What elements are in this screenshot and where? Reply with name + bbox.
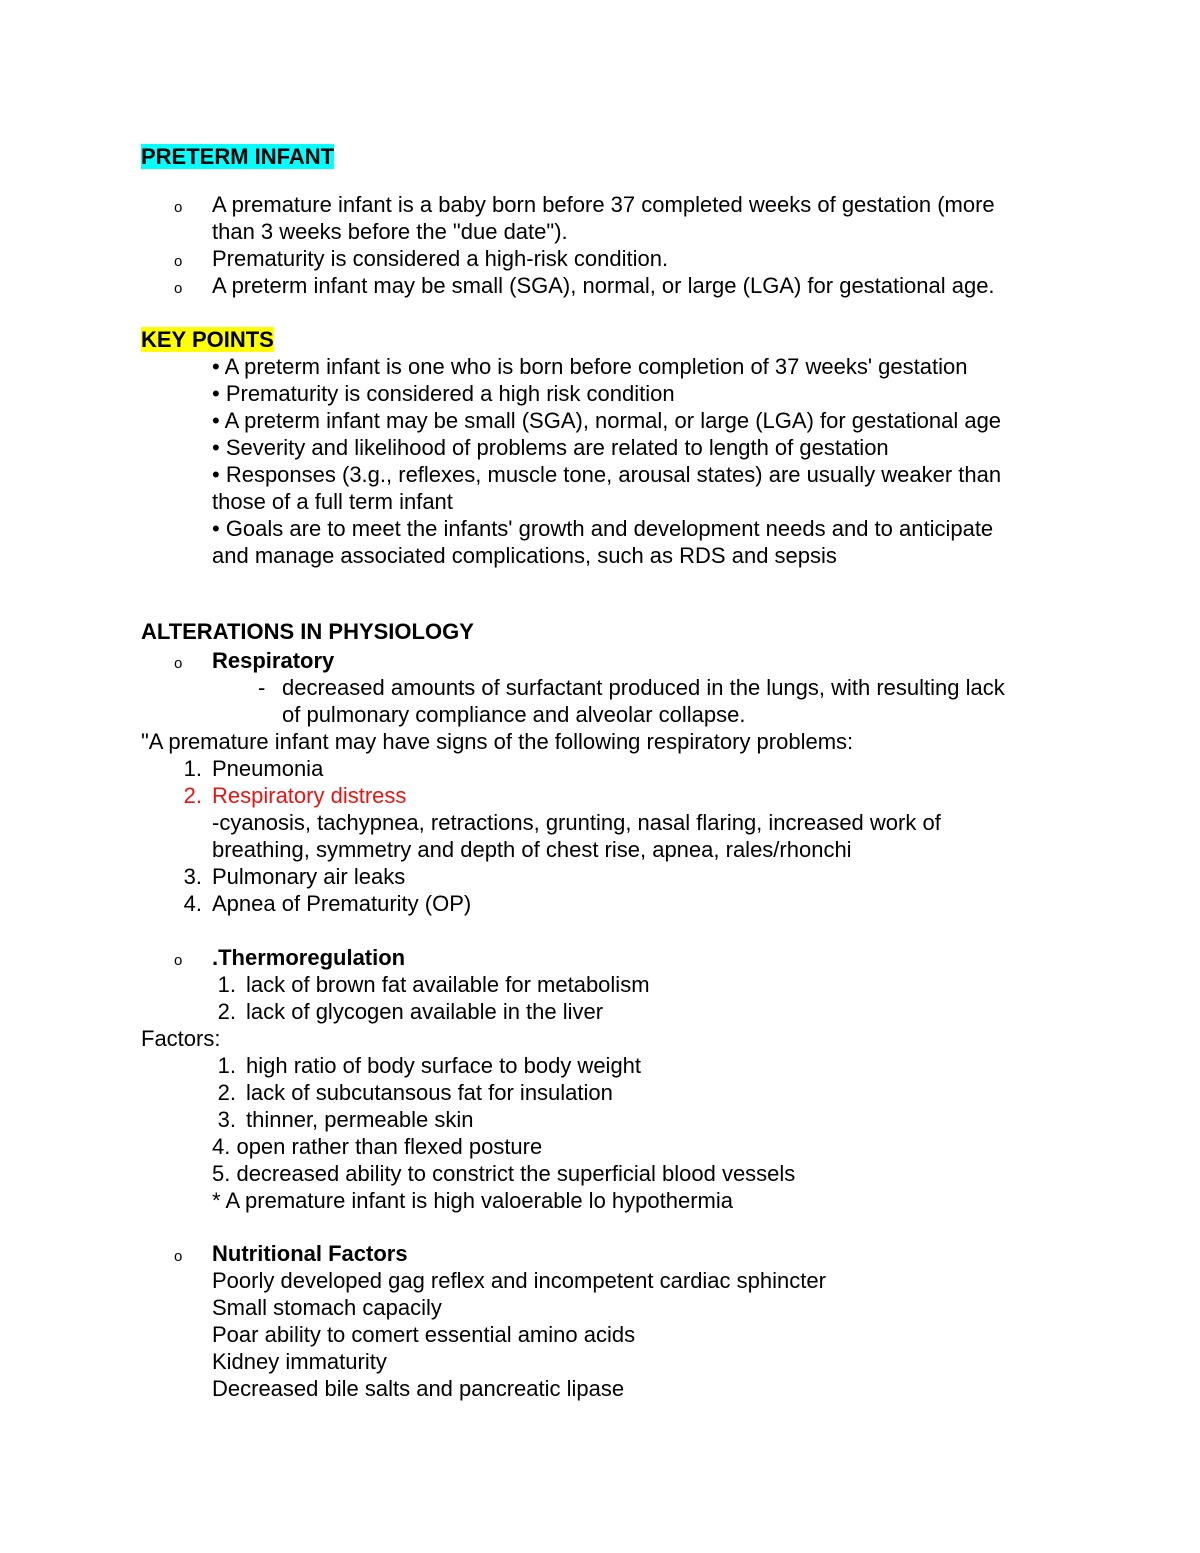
key-point-line: • Goals are to meet the infants' growth and development needs and to anticipate — [212, 516, 994, 541]
list-number: 4. — [183, 891, 202, 916]
preterm-heading-text: PRETERM INFANT — [141, 144, 335, 169]
bullet-icon: o — [174, 952, 183, 969]
list-number: 3. — [183, 864, 202, 889]
distress-detail: -cyanosis, tachypnea, retractions, grunting, nasal flaring, increased work of — [212, 810, 941, 835]
nutrition-line: Poar ability to comert essential amino acids — [212, 1322, 636, 1347]
dash-marker: - — [258, 675, 266, 700]
key-point-line: • Severity and likelihood of problems are related to length of gestation — [212, 435, 889, 460]
nutrition-line: Decreased bile salts and pancreatic lipase — [212, 1376, 625, 1401]
key-point-line: those of a full term infant — [212, 489, 453, 514]
preterm-item: A premature infant is a baby born before 37 completed weeks of gestation (more — [212, 192, 995, 217]
respiratory-title: Respiratory — [212, 648, 335, 673]
key-points-heading — [141, 326, 274, 353]
list-number: 1. — [217, 972, 236, 997]
key-point-line: • A preterm infant is one who is born before completion of 37 weeks' gestation — [212, 354, 968, 379]
preterm-item-cont: than 3 weeks before the "due date"). — [212, 219, 568, 244]
list-number: 1. — [217, 1053, 236, 1078]
thermo-note: * A premature infant is high valoerable lo hypothermia — [212, 1188, 733, 1213]
key-point-line: • Prematurity is considered a high risk condition — [212, 381, 675, 406]
respiratory-intro: "A premature infant may have signs of the following respiratory problems: — [141, 729, 854, 754]
factors-label: Factors: — [141, 1026, 221, 1051]
nutrition-line: Small stomach capacily — [212, 1295, 442, 1320]
preterm-item: Prematurity is considered a high-risk condition. — [212, 246, 669, 271]
factor-item-inline: 4. open rather than flexed posture — [212, 1134, 543, 1159]
nutrition-line: Poorly developed gag reflex and incompetent cardiac sphincter — [212, 1268, 826, 1293]
list-number: 2. — [217, 1080, 236, 1105]
distress-detail: breathing, symmetry and depth of chest rise, apnea, rales/rhonchi — [212, 837, 852, 862]
key-point-line: and manage associated complications, such as RDS and sepsis — [212, 543, 837, 568]
key-point-line: • Responses (3.g., reflexes, muscle tone, arousal states) are usually weaker than — [212, 462, 1002, 487]
respiratory-desc: of pulmonary compliance and alveolar collapse. — [282, 702, 746, 727]
respiratory-desc: decreased amounts of surfactant produced in the lungs, with resulting lack — [282, 675, 1005, 700]
respiratory-problem: Pulmonary air leaks — [212, 864, 406, 889]
thermo-item: lack of glycogen available in the liver — [246, 999, 604, 1024]
nutrition-line: Kidney immaturity — [212, 1349, 387, 1374]
bullet-icon: o — [174, 253, 183, 270]
list-number: 2. — [217, 999, 236, 1024]
factor-item: high ratio of body surface to body weight — [246, 1053, 642, 1078]
respiratory-problem-highlighted: Respiratory distress — [212, 783, 407, 808]
bullet-icon: o — [174, 655, 183, 672]
respiratory-problem: Apnea of Prematurity (OP) — [212, 891, 472, 916]
list-number: 1. — [183, 756, 202, 781]
nutrition-title: Nutritional Factors — [212, 1241, 408, 1266]
respiratory-problem: Pneumonia — [212, 756, 324, 781]
bullet-icon: o — [174, 199, 183, 216]
key-points-heading-text: KEY POINTS — [141, 327, 274, 352]
thermo-title: .Thermoregulation — [212, 945, 406, 970]
factor-item: thinner, permeable skin — [246, 1107, 474, 1132]
preterm-heading — [141, 143, 334, 170]
thermo-item: lack of brown fat available for metabolism — [246, 972, 650, 997]
bullet-icon: o — [174, 280, 183, 297]
key-point-line: • A preterm infant may be small (SGA), normal, or large (LGA) for gestational age — [212, 408, 1002, 433]
physiology-heading: ALTERATIONS IN PHYSIOLOGY — [141, 619, 474, 644]
factor-item: lack of subcutansous fat for insulation — [246, 1080, 613, 1105]
preterm-item: A preterm infant may be small (SGA), normal, or large (LGA) for gestational age. — [212, 273, 995, 298]
bullet-icon: o — [174, 1248, 183, 1265]
factor-item-inline: 5. decreased ability to constrict the superficial blood vessels — [212, 1161, 796, 1186]
list-number: 3. — [217, 1107, 236, 1132]
list-number: 2. — [183, 783, 202, 808]
